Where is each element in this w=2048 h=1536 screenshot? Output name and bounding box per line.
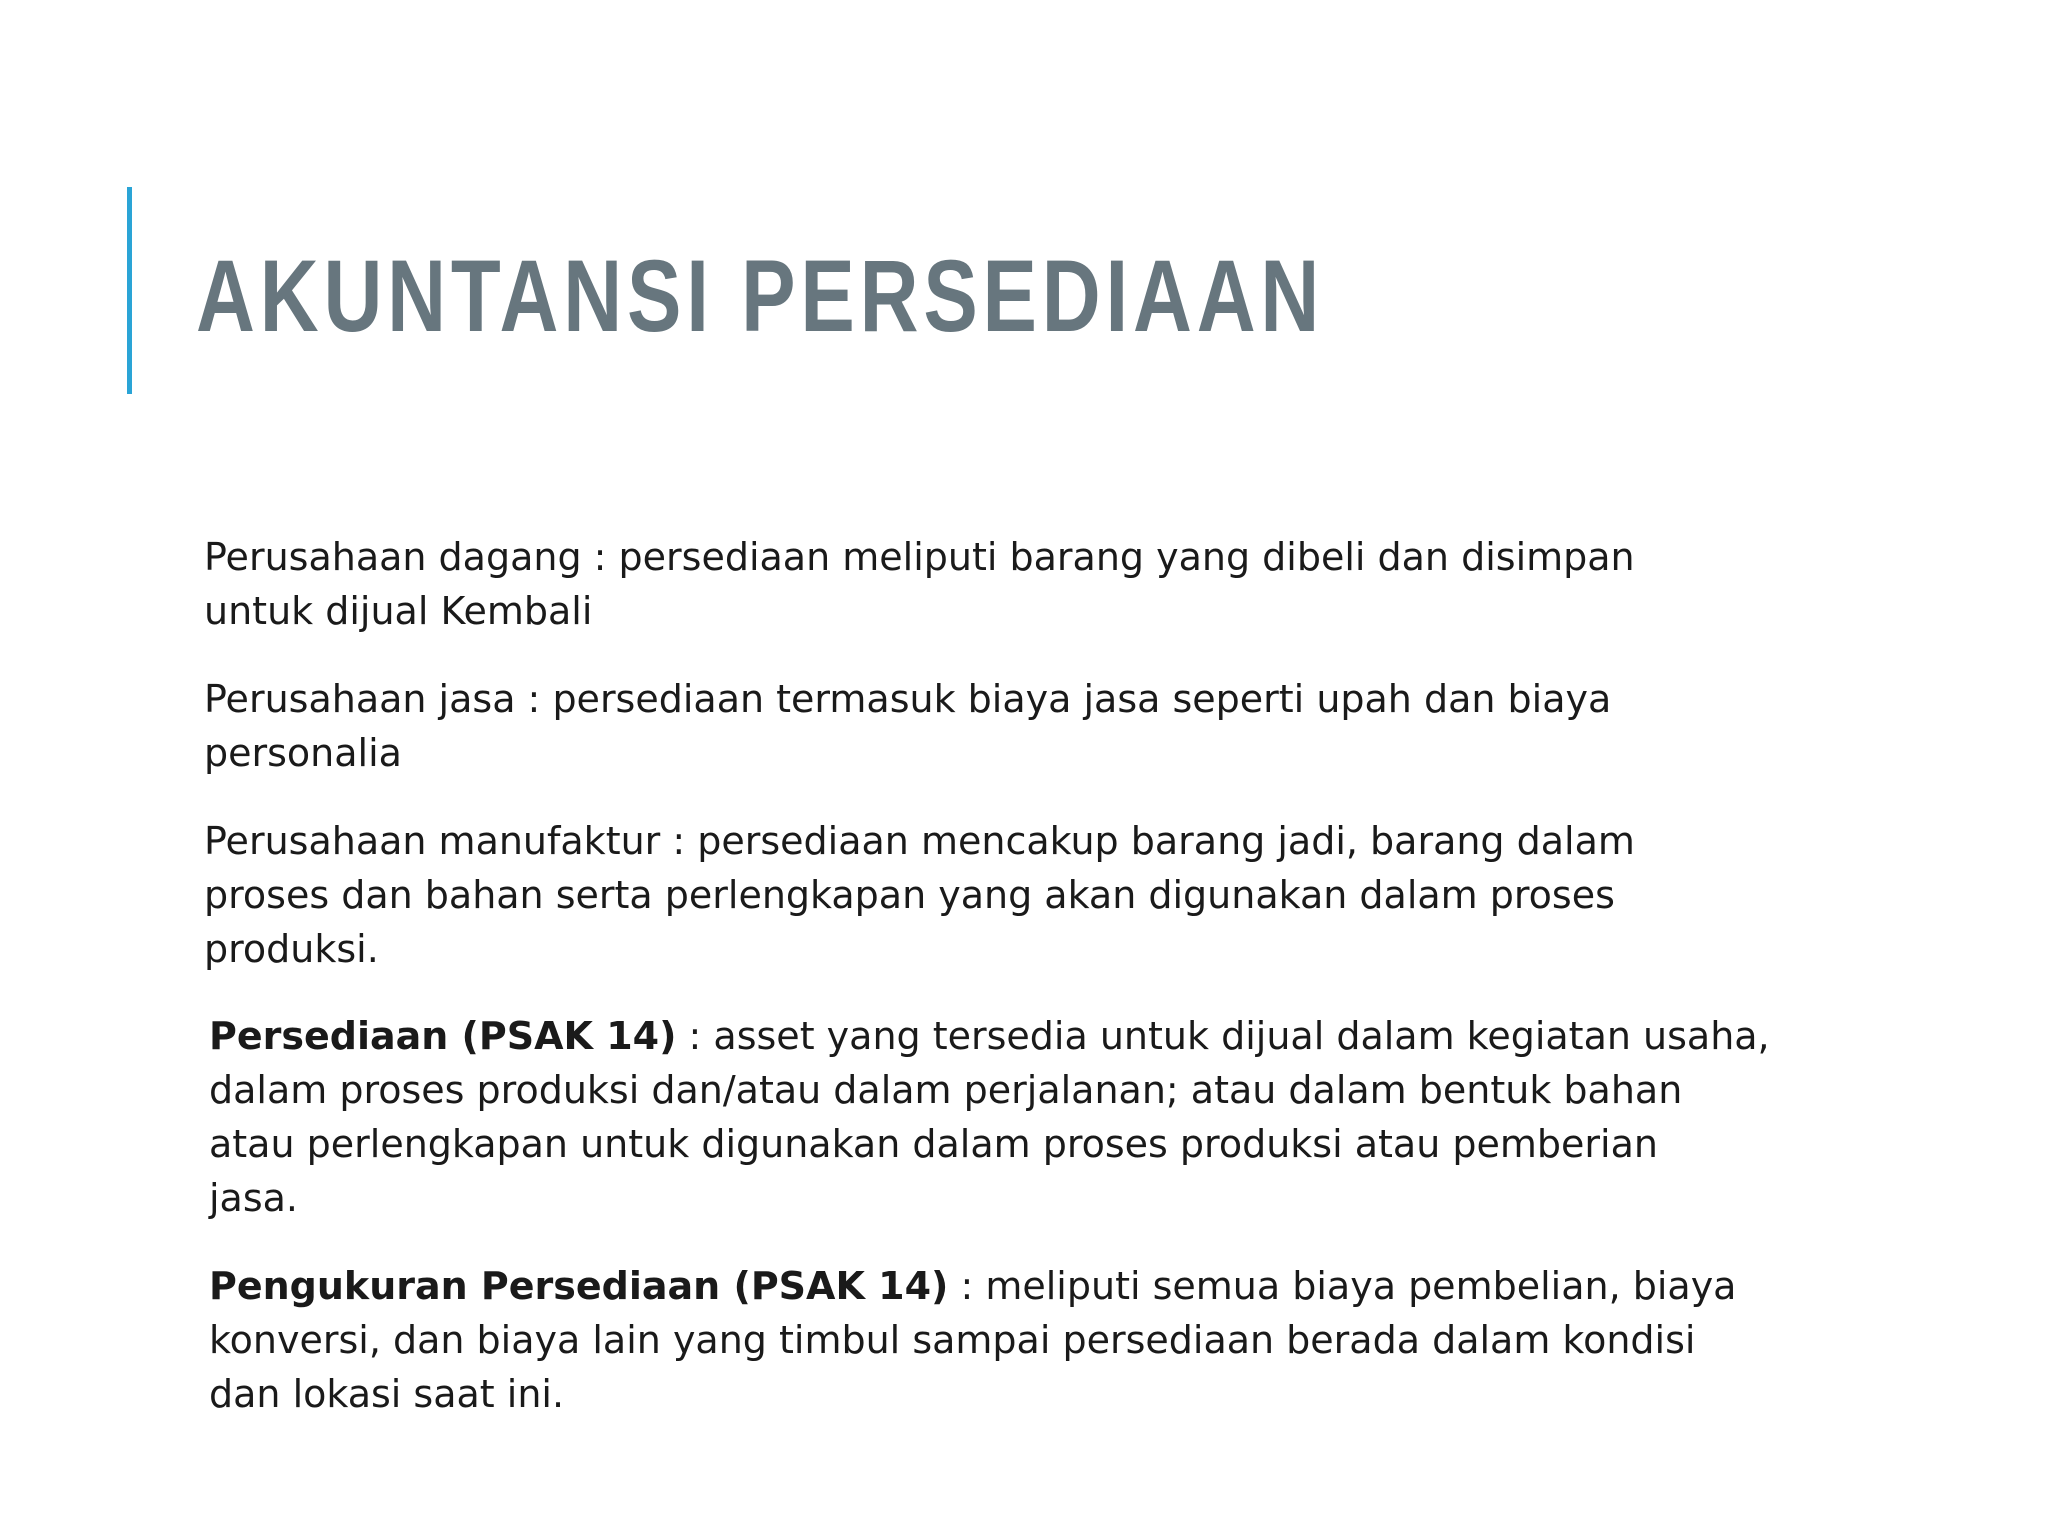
paragraph-first-line: [209, 1259, 1809, 1313]
definition-term: Persediaan (PSAK 14): [209, 1014, 677, 1058]
paragraph-line: dan lokasi saat ini.: [209, 1372, 565, 1416]
paragraph-persediaan-psak: [209, 1009, 1809, 1225]
title-accent-bar: [127, 187, 132, 394]
paragraph-perusahaan-dagang: [204, 530, 1804, 638]
paragraph-line: untuk dijual Kembali: [204, 589, 593, 633]
definition-text: : asset yang tersedia untuk dijual dalam kegiatan usaha,: [676, 1014, 1770, 1058]
paragraph-line: personalia: [204, 731, 402, 775]
definition-text: : meliputi semua biaya pembelian, biaya: [948, 1264, 1737, 1308]
paragraph-line: konversi, dan biaya lain yang timbul sampai persediaan berada dalam kondisi: [209, 1318, 1696, 1362]
paragraph-line: proses dan bahan serta perlengkapan yang akan digunakan dalam proses: [204, 873, 1615, 917]
paragraph-line: produksi.: [204, 927, 379, 971]
paragraph-line: dalam proses produksi dan/atau dalam perjalanan; atau dalam bentuk bahan: [209, 1068, 1683, 1112]
paragraph-line: Perusahaan dagang : persediaan meliputi barang yang dibeli dan disimpan: [204, 535, 1635, 579]
paragraph-line: Perusahaan manufaktur : persediaan mencakup barang jadi, barang dalam: [204, 819, 1635, 863]
paragraph-line: Perusahaan jasa : persediaan termasuk biaya jasa seperti upah dan biaya: [204, 677, 1612, 721]
paragraph-line: jasa.: [209, 1176, 299, 1220]
definition-term: Pengukuran Persediaan (PSAK 14): [209, 1264, 949, 1308]
paragraph-perusahaan-manufaktur: [204, 814, 1804, 976]
paragraph-pengukuran-persediaan: [209, 1259, 1809, 1421]
slide-title: AKUNTANSI PERSEDIAAN: [196, 239, 1325, 353]
paragraph-perusahaan-jasa: [204, 672, 1804, 780]
paragraph-line: atau perlengkapan untuk digunakan dalam proses produksi atau pemberian: [209, 1122, 1658, 1166]
paragraph-first-line: [209, 1009, 1809, 1063]
